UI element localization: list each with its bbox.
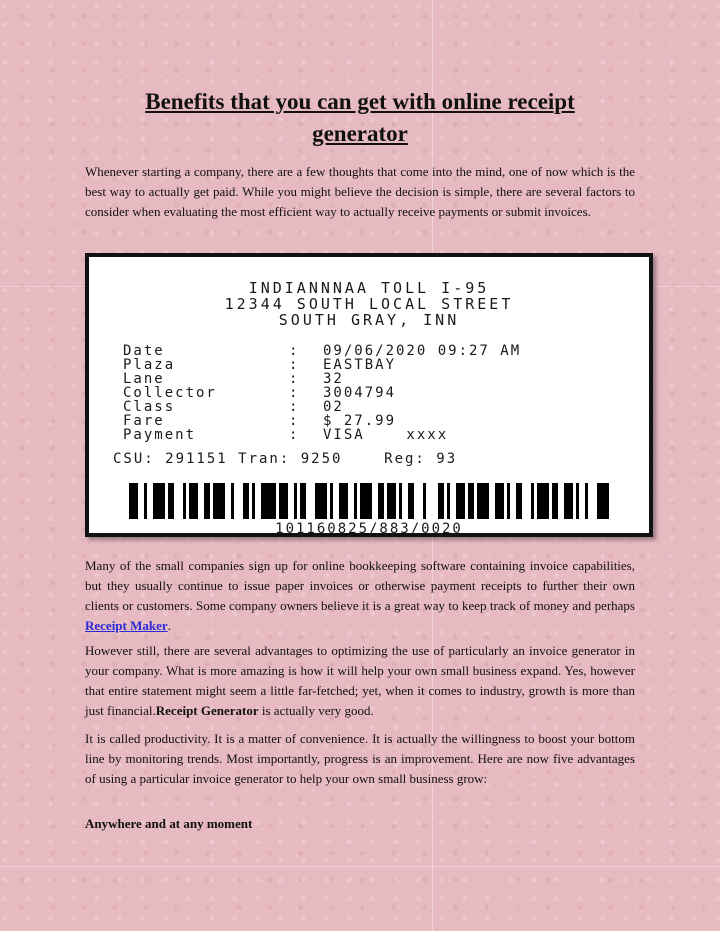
barcode-bar [315,483,327,519]
receipt-row-label: Date [123,343,165,359]
barcode-bar [129,483,138,519]
receipt-row-label: Collector [123,385,217,401]
barcode-bar [564,483,573,519]
receipt-row-label: Lane [123,371,165,387]
receipt-row-separator: : [289,371,300,387]
paragraph-text: However still, there are several advantages to optimizing the use of particularly an invoice generator in your company. What is more amazing is how it will help your own small business expand. Yes, however that entire statement might seem a little far-fetched; yet, when it comes to industry, growth is more than just financial. [85,643,635,718]
barcode-bar [522,483,531,519]
barcode-bar [426,483,438,519]
barcode [129,483,615,519]
barcode-bar [537,483,549,519]
receipt-row-payment [123,427,448,443]
receipt-header-line: INDIANNNAA TOLL I-95 [248,279,490,297]
receipt-row-separator: : [289,427,300,443]
barcode-bar [387,483,396,519]
barcode-bar [609,483,615,519]
receipt-row-value: VISA xxxx [323,427,449,443]
receipt-row-value: $ 27.99 [323,413,397,429]
body-paragraph [85,641,635,721]
barcode-bar [279,483,288,519]
receipt-row-separator: : [289,385,300,401]
receipt-row-value: 32 [323,371,344,387]
barcode-bar [597,483,609,519]
paragraph-text: . [167,618,171,633]
barcode-bar [456,483,465,519]
barcode-bar [213,483,225,519]
barcode-number: 101160825/883/0020 [275,521,463,537]
barcode-bar [588,483,597,519]
receipt-row-label: Fare [123,413,165,429]
barcode-bar [306,483,315,519]
receipt-header-line: 12344 SOUTH LOCAL STREET [224,295,514,313]
paragraph-text: Many of the small companies sign up for online bookkeeping software containing invoice capabilities, but they usually continue to issue paper invoices or otherwise payment receipts to further their own clients or customers. Some company owners believe it is a great way to keep track of money and perhaps [85,558,635,613]
receipt-row-value: 09/06/2020 09:27 AM [323,343,522,359]
paragraph-text: is actually very good. [258,703,374,718]
receipt-row-label: Payment [123,427,197,443]
barcode-bar [339,483,348,519]
barcode-bar [414,483,423,519]
barcode-bar [234,483,243,519]
background-seam [0,866,720,867]
receipt-row-value: 3004794 [323,385,397,401]
receipt-row-separator: : [289,399,300,415]
receipt-row-separator: : [289,357,300,373]
intro-paragraph: Whenever starting a company, there are a few thoughts that come into the mind, one of now which is the best way to actually get paid. While you might believe the decision is simple, there are several factors to consider when evaluating the most efficient way to actually receive payments or submit invoices. [85,164,635,219]
barcode-bar [360,483,372,519]
receipt-header-line: SOUTH GRAY, INN [278,311,460,329]
receipt-maker-link[interactable]: Receipt Maker [85,618,168,633]
receipt-row-separator: : [289,343,300,359]
barcode-bar [495,483,504,519]
section-subheading: Anywhere and at any moment [85,816,253,831]
receipt-row-separator: : [289,413,300,429]
body-paragraph [85,556,635,636]
body-paragraph: It is called productivity. It is a matter of convenience. It is actually the willingness to boost your bottom line by monitoring trends. Most importantly, progress is an improvement. Here are now five advantages of using a particular invoice generator to help your own small business grow: [85,731,635,786]
page-title: Benefits that you can get with online receipt generator [145,89,575,146]
barcode-bar [477,483,489,519]
barcode-bar [153,483,165,519]
receipt-paper [89,257,649,537]
barcode-bar [174,483,183,519]
barcode-bar [189,483,198,519]
receipt-row-value: 02 [323,399,344,415]
receipt-row-label: Class [123,399,176,415]
toll-receipt-image [85,253,653,537]
barcode-bar [261,483,276,519]
bold-term: Receipt Generator [155,703,259,718]
receipt-row-label: Plaza [123,357,176,373]
receipt-transaction-line: CSU: 291151 Tran: 9250 Reg: 93 [113,451,458,467]
receipt-row-value: EASTBAY [323,357,397,373]
